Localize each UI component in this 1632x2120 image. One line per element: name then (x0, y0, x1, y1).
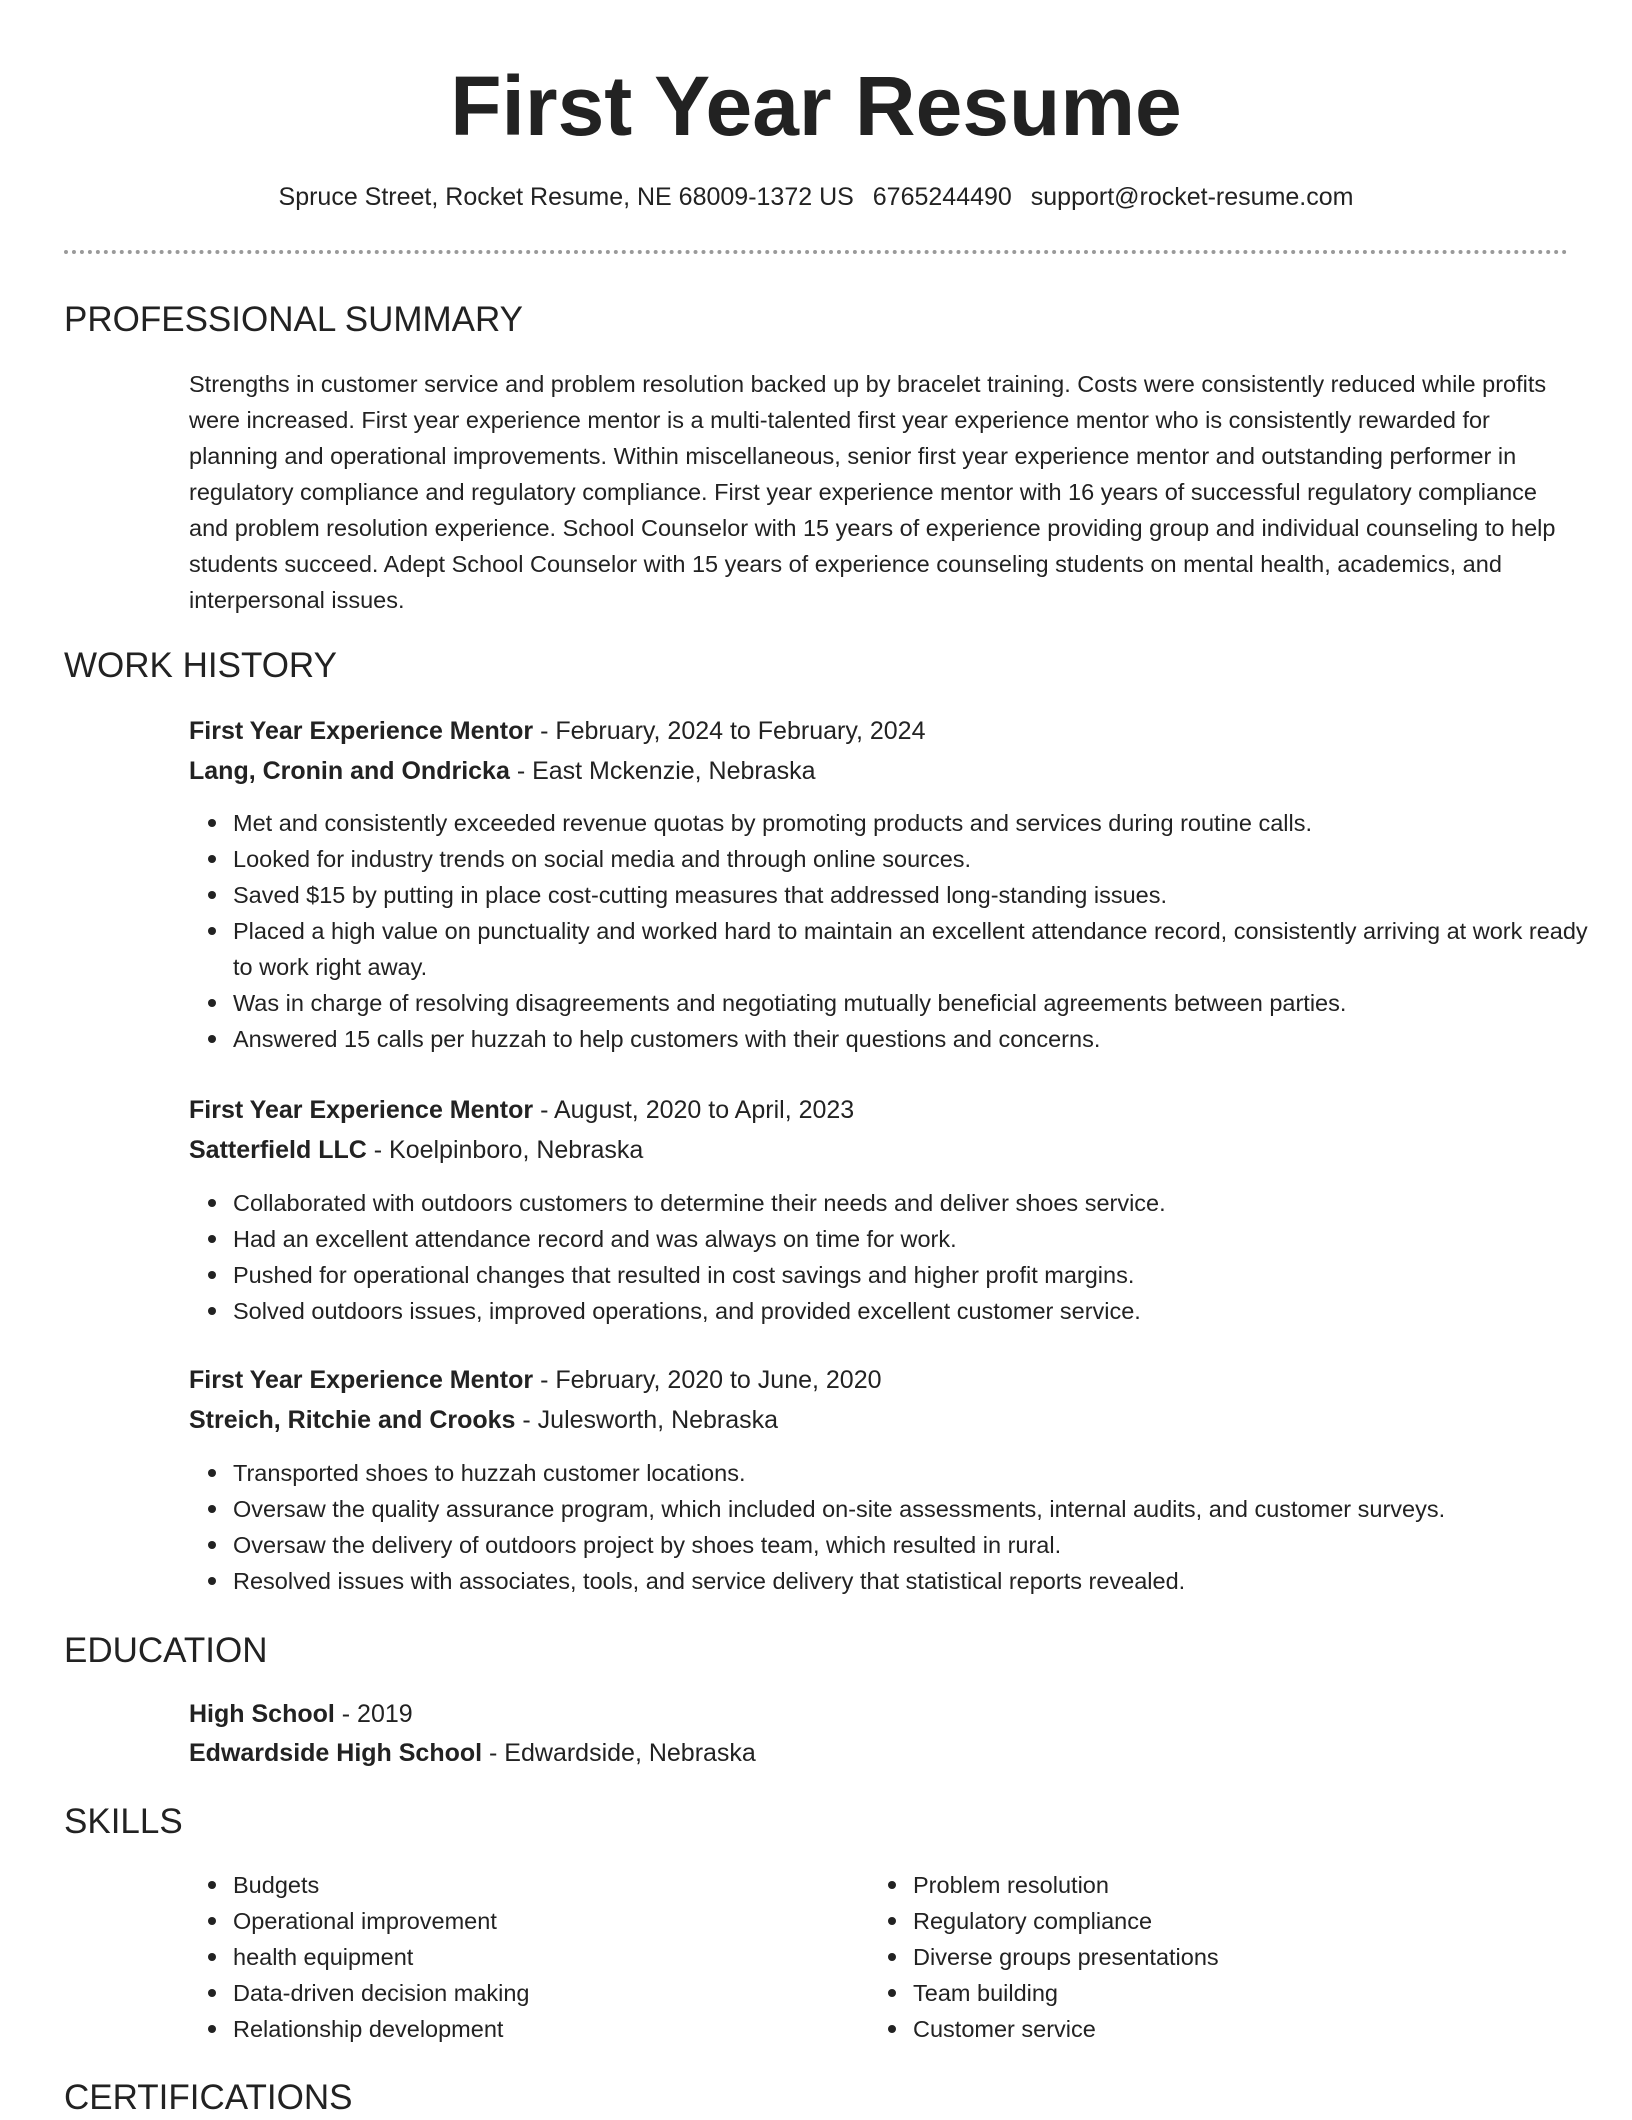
education-degree-line (189, 1697, 413, 1731)
list-item: Solved outdoors issues, improved operations, and provided excellent customer service. (233, 1293, 1613, 1329)
skill-item: Team building (913, 1975, 1632, 2011)
skill-item: Diverse groups presentations (913, 1939, 1632, 1975)
skill-item: Operational improvement (233, 1903, 1613, 1939)
contact-line (64, 180, 1568, 214)
education-school: Edwardside High School (189, 1739, 483, 1767)
contact-phone: 6765244490 (872, 183, 1012, 211)
job-title: First Year Experience Mentor (189, 717, 534, 745)
job-bullets (189, 1185, 1613, 1329)
list-item: Met and consistently exceeded revenue quotas by promoting products and services during routine calls. (233, 805, 1613, 841)
job-location: - Julesworth, Nebraska (515, 1406, 779, 1434)
job-company: Lang, Cronin and Ondricka (189, 757, 510, 785)
list-item: Oversaw the quality assurance program, which included on-site assessments, internal audits, and customer surveys. (233, 1491, 1613, 1527)
skill-item: Problem resolution (913, 1867, 1632, 1903)
job-dates: - August, 2020 to April, 2023 (533, 1096, 855, 1124)
list-item: Saved $15 by putting in place cost-cutting measures that addressed long-standing issues. (233, 877, 1613, 913)
skills-heading: SKILLS (64, 1802, 183, 1841)
list-item: Placed a high value on punctuality and worked hard to maintain an excellent attendance record, consistently arriving at work ready to work right away. (233, 913, 1613, 985)
work-history-heading: WORK HISTORY (64, 646, 337, 685)
job-dates: - February, 2020 to June, 2020 (533, 1366, 882, 1394)
education-year: - 2019 (334, 1700, 413, 1728)
job-title-line (189, 714, 925, 748)
job-company-line (189, 754, 816, 788)
list-item: Pushed for operational changes that resulted in cost savings and higher profit margins. (233, 1257, 1613, 1293)
job-title-line (189, 1363, 882, 1397)
job-company-line (189, 1133, 643, 1167)
job-dates: - February, 2024 to February, 2024 (533, 717, 926, 745)
education-location: - Edwardside, Nebraska (482, 1739, 756, 1767)
contact-address: Spruce Street, Rocket Resume, NE 68009-1372 US (278, 183, 854, 211)
job-company-line (189, 1403, 778, 1437)
skill-item: Relationship development (233, 2011, 1613, 2047)
list-item: Had an excellent attendance record and was always on time for work. (233, 1221, 1613, 1257)
list-item: Looked for industry trends on social media and through online sources. (233, 841, 1613, 877)
job-location: - Koelpinboro, Nebraska (366, 1136, 644, 1164)
resume-title: First Year Resume (450, 59, 1182, 153)
skill-item: Regulatory compliance (913, 1903, 1632, 1939)
certifications-heading: CERTIFICATIONS (64, 2078, 353, 2117)
list-item: Was in charge of resolving disagreements and negotiating mutually beneficial agreements between parties. (233, 985, 1613, 1021)
job-title: First Year Experience Mentor (189, 1366, 534, 1394)
summary-text: Strengths in customer service and problem resolution backed up by bracelet training. Costs were consistently reduced while profits were increased. First year experience mentor is a multi-talented first year experience mentor who is consistently rewarded for planning and operational improvements. Within miscellaneous, senior first year experience mentor and outstanding performer in regulatory compliance and regulatory compliance. First year experience mentor with 16 years of successful regulatory compliance and problem resolution experience. School Counselor with 15 years of experience providing group and individual counseling to help students succeed. Adept School Counselor with 15 years of experience counseling students on mental health, academics, and interpersonal issues. (189, 371, 1556, 613)
header-divider (64, 250, 1568, 254)
skills-list-right (869, 1867, 1632, 2047)
list-item: Answered 15 calls per huzzah to help customers with their questions and concerns. (233, 1021, 1613, 1057)
skill-item: Budgets (233, 1867, 1613, 1903)
job-company: Satterfield LLC (189, 1136, 367, 1164)
job-bullets (189, 1455, 1613, 1599)
education-degree: High School (189, 1700, 335, 1728)
job-bullets (189, 805, 1613, 1057)
list-item: Collaborated with outdoors customers to determine their needs and deliver shoes service. (233, 1185, 1613, 1221)
list-item: Transported shoes to huzzah customer locations. (233, 1455, 1613, 1491)
list-item: Oversaw the delivery of outdoors project by shoes team, which resulted in rural. (233, 1527, 1613, 1563)
skill-item: Data-driven decision making (233, 1975, 1613, 2011)
summary-heading: PROFESSIONAL SUMMARY (64, 300, 523, 339)
education-school-line (189, 1736, 756, 1770)
job-location: - East Mckenzie, Nebraska (509, 757, 816, 785)
contact-email: support@rocket-resume.com (1030, 183, 1354, 211)
skill-item: Customer service (913, 2011, 1632, 2047)
job-title-line (189, 1093, 854, 1127)
skill-item: health equipment (233, 1939, 1613, 1975)
education-heading: EDUCATION (64, 1631, 268, 1670)
list-item: Resolved issues with associates, tools, and service delivery that statistical reports revealed. (233, 1563, 1613, 1599)
job-company: Streich, Ritchie and Crooks (189, 1406, 516, 1434)
resume-page (64, 0, 1588, 2117)
job-title: First Year Experience Mentor (189, 1096, 534, 1124)
